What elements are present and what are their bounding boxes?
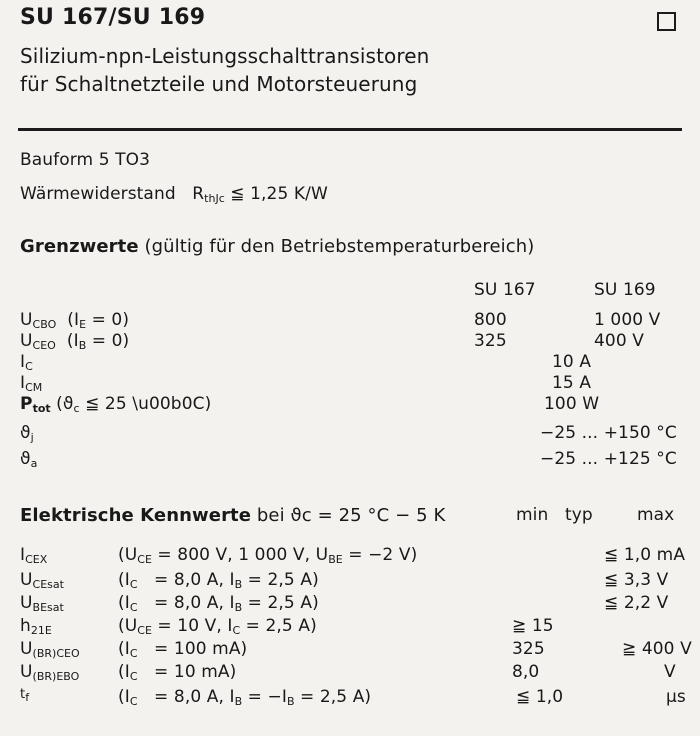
electrical-condition-icex: ($U_{CE} = 800$ V, 1 000 V, $U_{BE} = -2$ V)	[118, 545, 418, 566]
limits-heading	[20, 236, 534, 257]
electrical-condition-ubrebo: ($I_C = 10$ mA)	[118, 662, 237, 683]
subtitle	[20, 42, 429, 99]
thermal-resistance-symbol: R	[192, 184, 205, 204]
limit-row-ptot: $P_{tot}$ ($ϑ_c$ ≦ 25 \u00b0C)	[20, 394, 212, 415]
electrical-condition-ubrceo: ($I_C = 100$ mA)	[118, 639, 248, 660]
subtitle-line-1: Silizium-npn-Leistungsschalttransistoren	[20, 44, 430, 68]
electrical-min-ubrceo: 325	[512, 639, 545, 659]
electrical-min-tf: ≦ 1,0	[516, 687, 564, 707]
limit-value-uceo-su169: 400 V	[594, 331, 644, 351]
electrical-label-h21e: $h_{21E}$	[20, 616, 52, 637]
electrical-heading-rest: bei ϑc = 25 °C − 5 K	[256, 505, 446, 526]
electrical-condition-ubesat: ($I_C = 8,0$ A, $I_B = 2,5$ A)	[118, 593, 319, 614]
limits-column-header-su169: SU 169	[594, 280, 656, 300]
electrical-column-header-min: min	[516, 505, 549, 525]
square-outline-icon	[657, 12, 676, 31]
horizontal-divider	[18, 128, 682, 131]
electrical-column-header-typ: typ	[565, 505, 593, 525]
electrical-label-ubrceo: $U_{(BR)CEO}$	[20, 639, 80, 660]
limit-value-ic: 10 A	[552, 352, 592, 372]
subtitle-line-2: für Schaltnetzteile und Motorsteuerung	[20, 72, 418, 97]
limit-row-icm: $I_{CM}$	[20, 373, 43, 394]
limit-value-theta-j: −25 ... +150 °C	[540, 423, 677, 443]
electrical-max-ubesat: ≦ 2,2 V	[604, 593, 669, 613]
electrical-max-ubrceo: ≧ 400 V	[622, 639, 692, 659]
bauform-line: Bauform 5 TO3	[20, 150, 150, 170]
electrical-condition-tf: ($I_C = 8,0$ A, $I_B = -I_B = 2,5$ A)	[118, 687, 372, 708]
header	[20, 6, 680, 31]
electrical-max-icex: ≦ 1,0 mA	[604, 545, 686, 565]
electrical-min-h21e: ≧ 15	[512, 616, 554, 636]
limit-row-theta-j: $ϑ_j$	[20, 423, 34, 444]
thermal-resistance-subscript: thJc	[204, 192, 225, 205]
page-title: SU 167/SU 169	[20, 5, 206, 30]
thermal-resistance-label: Wärmewiderstand	[20, 184, 176, 204]
limit-value-theta-a: −25 ... +125 °C	[540, 449, 677, 469]
limits-heading-rest: (gültig für den Betriebstemperaturbereich)	[144, 236, 535, 257]
electrical-condition-ucesat: ($I_C = 8,0$ A, $I_B = 2,5$ A)	[118, 570, 319, 591]
electrical-column-header-max: max	[637, 505, 675, 525]
electrical-max-tf: µs	[666, 687, 686, 707]
electrical-heading-bold: Elektrische Kennwerte	[20, 505, 252, 526]
electrical-condition-h21e: ($U_{CE} = 10$ V, $I_C = 2,5$ A)	[118, 616, 317, 637]
electrical-heading	[20, 505, 445, 526]
limit-value-ptot: 100 W	[544, 394, 600, 414]
limit-value-ucbo-su169: 1 000 V	[594, 310, 661, 330]
limit-value-uceo-su167: 325	[474, 331, 507, 351]
electrical-label-ubesat: $U_{BEsat}$	[20, 593, 64, 614]
electrical-label-ubrebo: $U_{(BR)EBO}$	[20, 662, 80, 683]
electrical-min-ubrebo: 8,0	[512, 662, 540, 682]
limits-column-header-su167: SU 167	[474, 280, 536, 300]
electrical-max-ucesat: ≦ 3,3 V	[604, 570, 669, 590]
thermal-resistance-line	[20, 184, 328, 205]
electrical-max-ubrebo: V	[664, 662, 676, 682]
electrical-label-ucesat: $U_{CEsat}$	[20, 570, 64, 591]
limit-value-ucbo-su167: 800	[474, 310, 507, 330]
limit-row-uceo: $U_{CEO}$ $(I_B = 0)$	[20, 331, 130, 352]
electrical-label-tf: $t_f$	[20, 687, 30, 704]
limits-heading-bold: Grenzwerte	[20, 236, 139, 257]
limit-row-theta-a: $ϑ_a$	[20, 449, 38, 470]
limit-row-ucbo: $U_{CBO}$ $(I_E = 0)$	[20, 310, 130, 331]
limit-value-icm: 15 A	[552, 373, 592, 393]
thermal-resistance-value: ≦ 1,25 K/W	[230, 184, 328, 204]
limit-row-ic: $I_C$	[20, 352, 33, 373]
electrical-label-icex: $I_{CEX}$	[20, 545, 48, 566]
